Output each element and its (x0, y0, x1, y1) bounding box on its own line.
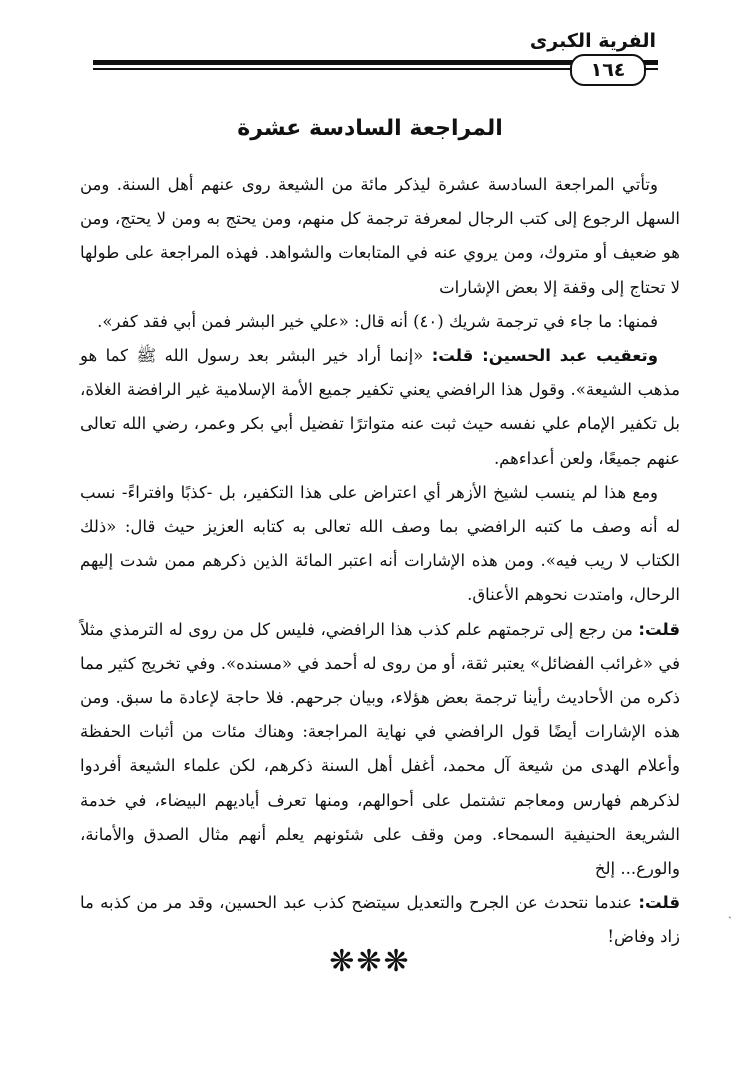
paragraph-sharik (80, 305, 680, 339)
paragraph-reply-1 (80, 613, 680, 887)
body-text (80, 168, 680, 955)
paragraph-text: عندما نتحدث عن الجرح والتعديل سيتضح كذب عبد الحسين، وقد مر من كذبه ما زاد وفاض! (80, 893, 680, 947)
paragraph-text: من رجع إلى ترجمتهم علم كذب هذا الرافضي، فليس كل من روى له الترمذي مثلاً في «غرائب الفضائل» يعتبر ثقة، أو من روى له أحمد في «مسنده». وفي تخريج كثير مما ذكره من الأحاديث رأينا ترجمة بعض هؤلاء، وبيان جرحهم. فلا حاجة لإعادة ما سبق. ومن هذه الإشارات أيضًا قول الرافضي في نهاية المراجعة: وهناك مئات من أثبات الحفظة وأعلام الهدى من شيعة آل محمد، أغفل أهل السنة ذكرهم، لكن علماء الشيعة أفردوا لذكرهم فهارس ومعاجم تشتمل على أحوالهم، ومنها تعرف أياديهم البيضاء، في خدمة الشريعة الحنيفية السمحاء. ومن وقف على شئونهم يعلم أنهم مثال الصدق والأمانة، والورع... إلخ (80, 619, 680, 879)
paragraph-text: فمنها: ما جاء في ترجمة شريك (٤٠) أنه قال: «علي خير البشر فمن أبي فقد كفر». (97, 311, 658, 331)
page-number: ١٦٤ (570, 54, 646, 86)
paragraph-lead: وتعقيب عبد الحسين: قلت: (431, 346, 658, 366)
section-heading: المراجعة السادسة عشرة (237, 116, 503, 141)
paragraph-text: ومع هذا لم ينسب لشيخ الأزهر أي اعتراض على هذا التكفير، بل -كذبًا وافتراءً- نسب له أنه وصف ما كتبه الرافضي بما وصف الله تعالى به كتابه العزيز حيث قال: «ذلك الكتاب لا ريب فيه». ومن هذه الإشارات أنه اعتبر المائة الذين ذكرهم ممن شدت إليهم الرحال، وامتدت نحوهم الأعناق. (80, 482, 680, 605)
paragraph-lead: قلت: (638, 893, 680, 913)
paragraph-rebuttal (80, 339, 680, 476)
paragraph-lead: قلت: (638, 619, 680, 639)
paragraph-azhar (80, 476, 680, 613)
margin-mark: ˎ (728, 905, 732, 919)
paragraph-intro (80, 168, 680, 305)
section-end-ornament: ❋❋❋ (329, 944, 411, 979)
paragraph-text: «إنما أراد خير البشر بعد رسول الله ﷺ كما هو مذهب الشيعة». وقول هذا الرافضي يعني تكفير جميع الأمة الإسلامية غير الرافضة الغلاة، بل تكفير الإمام علي نفسه حيث ثبت عنه متواترًا تفضيل أبي بكر وعمر، رضي الله تعالى عنهم جميعًا، ولعن أعداءهم. (80, 346, 680, 468)
paragraph-text: وتأتي المراجعة السادسة عشرة ليذكر مائة من الشيعة روى عنهم أهل السنة. ومن السهل الرجوع إلى كتب الرجال لمعرفة ترجمة كل منهم، ومن يحتج به ومن لا يحتج، ومن هو ضعيف أو متروك، ومن يروي عنه في المتابعات والشواهد. فهذه المراجعة على طولها لا تحتاج إلى وقفة إلا بعض الإشارات (80, 175, 680, 297)
running-title: الفرية الكبرى (529, 30, 656, 52)
